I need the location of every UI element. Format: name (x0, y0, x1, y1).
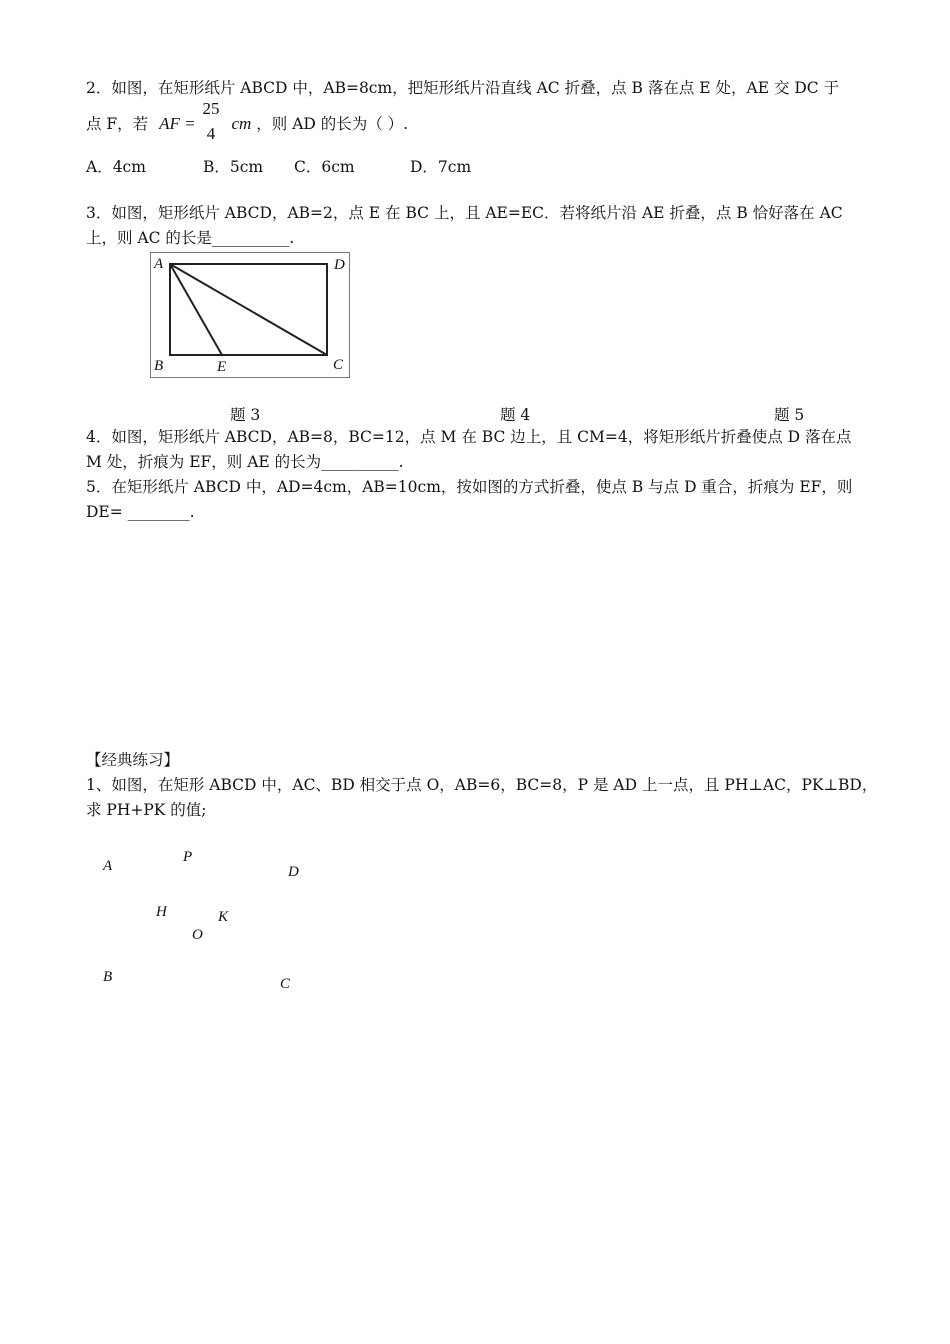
q2-fraction-numerator: 25 (202, 99, 220, 118)
q2-option-d: D．7cm (410, 158, 472, 176)
q2-fraction (199, 99, 223, 144)
caption-q3: 题 3 (230, 406, 261, 424)
q2-line1: 2．如图，在矩形纸片 ABCD 中，AB=8cm，把矩形纸片沿直线 AC 折叠，点 B 落在点 E 处，AE 交 DC 于 (86, 79, 840, 97)
q2-option-b: B．5cm (203, 158, 264, 176)
caption-q4: 题 4 (500, 406, 531, 424)
practice-label-b: B (103, 969, 113, 985)
practice-label-c: C (280, 976, 291, 992)
q5-line1: 5．在矩形纸片 ABCD 中，AD=4cm，AB=10cm，按如图的方式折叠，使点 B 与点 D 重合，折痕为 EF，则 (86, 478, 853, 496)
q3-label-c: C (333, 357, 344, 373)
practice-heading: 【经典练习】 (86, 751, 180, 769)
q2-option-a: A．4cm (86, 158, 146, 176)
q2-line2-pre: 点 F，若 (86, 115, 149, 133)
q2-line2-post: ，则 AD 的长为（ ）. (256, 115, 409, 133)
q3-figure-border (151, 253, 350, 378)
practice-label-k: K (218, 909, 229, 925)
q3-label-a: A (154, 256, 164, 272)
q3-figure-svg (150, 252, 350, 378)
q3-line2: 上，则 AC 的长是__________. (86, 229, 295, 247)
practice-label-o: O (192, 927, 203, 943)
q2-unit: cm (231, 114, 252, 133)
practice-label-a: A (103, 858, 113, 874)
practice-label-p: P (183, 849, 193, 865)
q4-line2: M 处，折痕为 EF，则 AE 的长为__________. (86, 453, 404, 471)
q4-line1: 4．如图，矩形纸片 ABCD，AB=8，BC=12，点 M 在 BC 边上，且 CM=4，将矩形纸片折叠使点 D 落在点 (86, 428, 852, 446)
q3-label-e: E (217, 359, 227, 375)
q2-option-c: C．6cm (294, 158, 355, 176)
q3-label-b: B (154, 358, 164, 374)
q3-figure (150, 252, 350, 378)
caption-q5: 题 5 (774, 406, 805, 424)
q2-line2 (86, 113, 408, 135)
practice-label-d: D (288, 864, 299, 880)
q3-label-d: D (334, 257, 345, 273)
practice-label-h: H (156, 904, 167, 920)
q3-line1: 3．如图，矩形纸片 ABCD，AB=2，点 E 在 BC 上，且 AE=EC．若将纸片沿 AE 折叠，点 B 恰好落在 AC (86, 204, 843, 222)
practice-line2: 求 PH+PK 的值; (86, 801, 207, 819)
q2-af: AF = (159, 114, 196, 133)
q2-fraction-denominator: 4 (206, 124, 216, 143)
q5-line2: DE= ________. (86, 503, 195, 521)
practice-line1: 1、如图，在矩形 ABCD 中，AC、BD 相交于点 O，AB=6，BC=8，P 是 AD 上一点，且 PH⊥AC，PK⊥BD， (86, 776, 878, 794)
